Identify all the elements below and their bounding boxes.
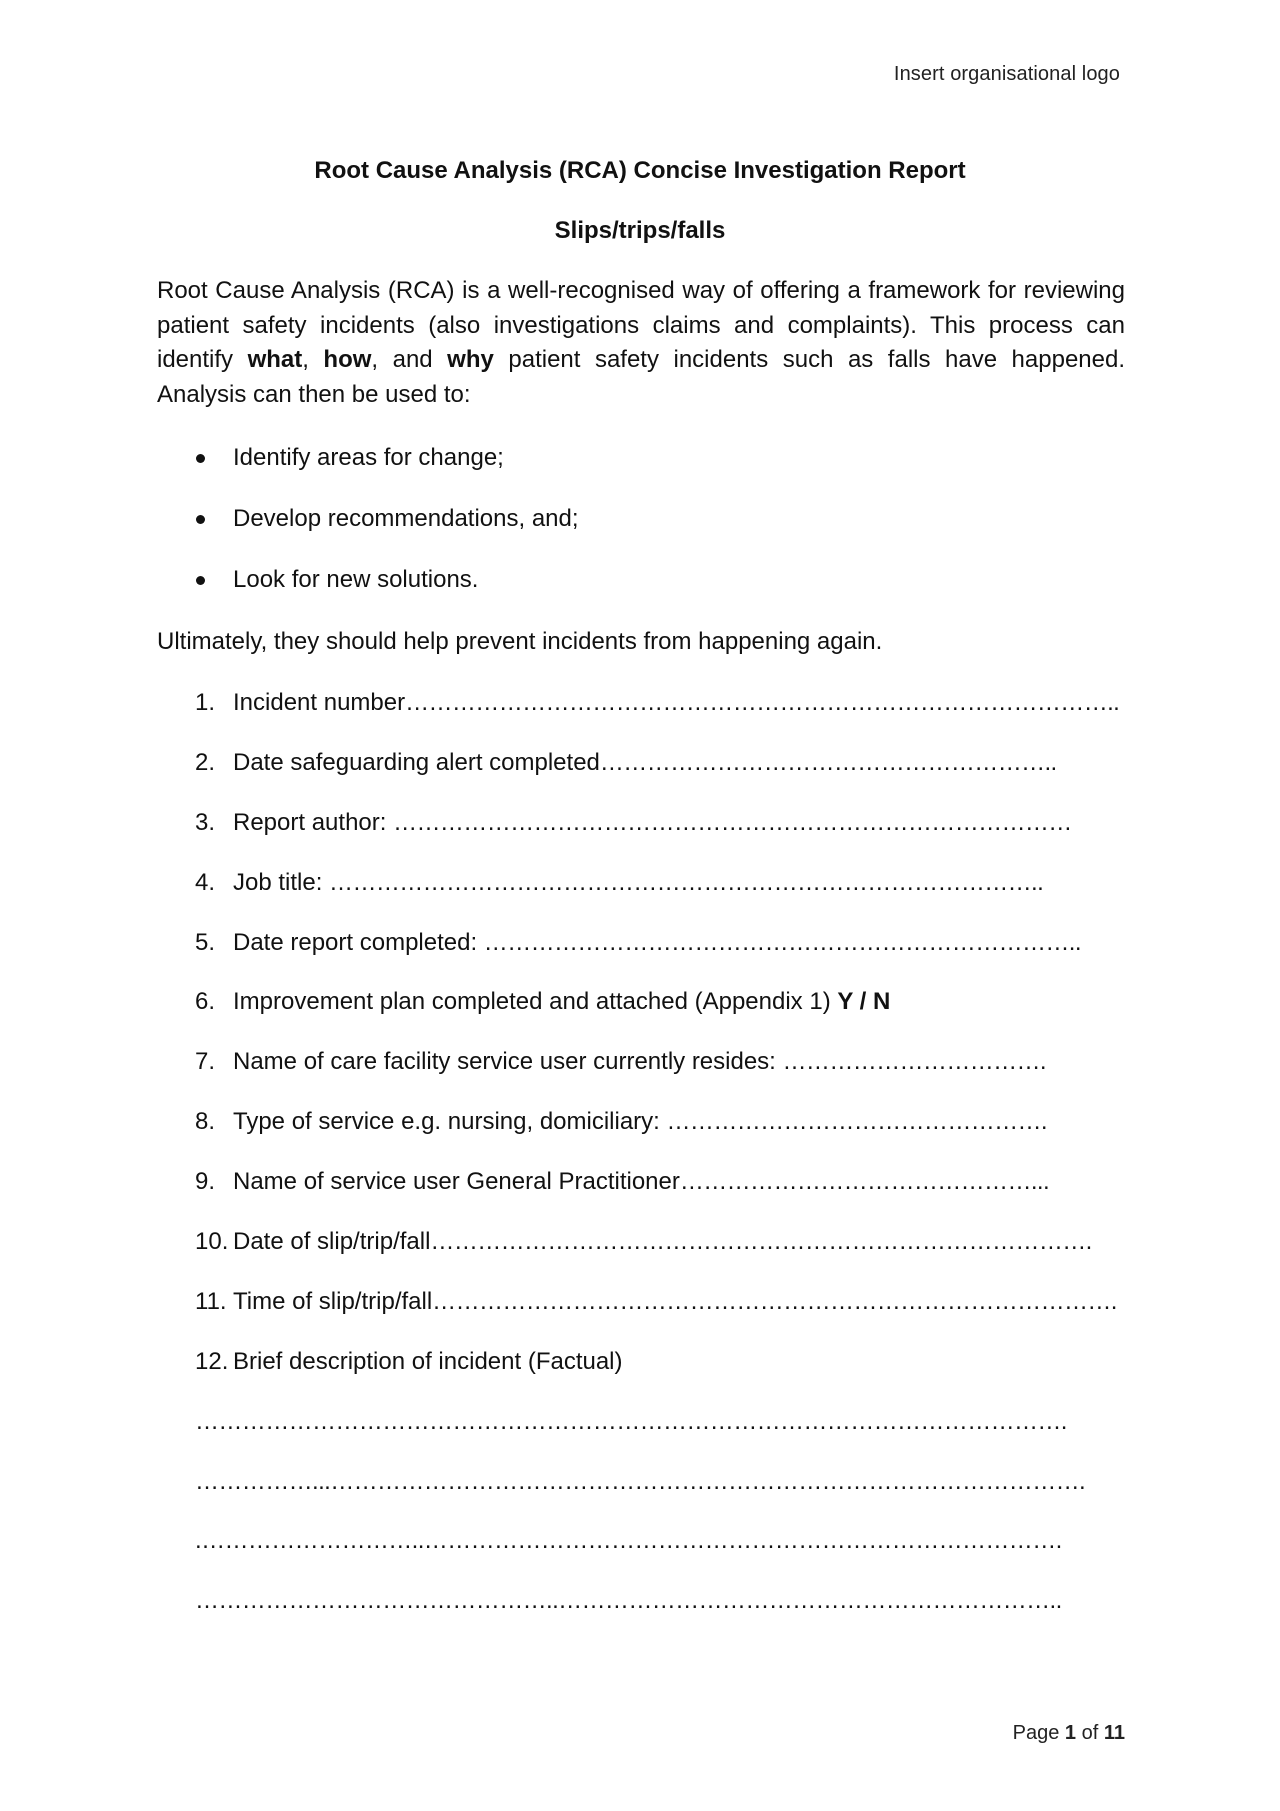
intro-bold-why: why	[447, 346, 494, 373]
intro-text-part2: patient safety incidents such as falls have happened. Analysis can then be used to:	[157, 346, 1126, 408]
form-field-date-report-completed[interactable]	[157, 928, 1137, 988]
field-fill-line[interactable]: ………………………………………...	[679, 1168, 1050, 1196]
form-field-service-type[interactable]	[157, 1107, 1137, 1167]
closing-sentence: Ultimately, they should help prevent incidents from happening again.	[157, 628, 883, 655]
field-label: Name of care facility service user currently resides:	[233, 1048, 783, 1076]
field-fill-line[interactable]: …………………………………………………..	[599, 748, 1057, 776]
intro-text-part1: Root Cause Analysis (RCA) is a well-recognised way of offering a framework for reviewing patient safety incidents (also investigations claims and complaints). This process can identify	[157, 277, 1125, 373]
field-number: 11.	[195, 1287, 227, 1315]
bullet-item	[157, 443, 1125, 504]
form-field-improvement-plan[interactable]	[157, 987, 1137, 1047]
incident-description-lines	[195, 1407, 1135, 1645]
field-fill-line[interactable]: ……………………………………………………………………………	[393, 808, 1072, 836]
field-label: Date safeguarding alert completed	[233, 748, 600, 776]
form-field-date-safeguarding-alert[interactable]	[157, 748, 1137, 808]
yes-no-choice[interactable]: Y / N	[837, 988, 891, 1016]
page-number-footer	[1013, 1722, 1125, 1745]
bullet-text: Identify areas for change;	[233, 444, 504, 471]
bullet-text: Look for new solutions.	[233, 566, 479, 593]
field-number: 10.	[195, 1228, 229, 1256]
intro-bold-how: how	[323, 346, 372, 373]
field-number: 7.	[195, 1048, 216, 1076]
form-field-job-title[interactable]	[157, 868, 1137, 928]
form-field-incident-description	[157, 1347, 1137, 1407]
form-field-incident-number[interactable]	[157, 688, 1137, 748]
intro-bold-what: what	[247, 346, 303, 373]
field-number: 2.	[195, 748, 216, 776]
field-number: 9.	[195, 1168, 216, 1196]
description-fill-line[interactable]: ………………………………………………………………………………………………….	[195, 1408, 1067, 1435]
field-label: Time of slip/trip/fall	[233, 1287, 433, 1315]
bullet-item	[157, 565, 1125, 626]
form-field-report-author[interactable]	[157, 808, 1137, 868]
field-number: 4.	[195, 868, 216, 896]
document-title: Root Cause Analysis (RCA) Concise Investigation Report	[314, 157, 966, 184]
field-label: Incident number	[233, 689, 406, 716]
field-number: 6.	[195, 988, 216, 1016]
field-label: Job title:	[233, 868, 330, 896]
document-subtitle: Slips/trips/falls	[554, 217, 726, 244]
field-fill-line[interactable]: ………………………………………………………………………………..	[405, 689, 1120, 716]
field-label: Type of service e.g. nursing, domiciliary:	[233, 1108, 667, 1136]
bullet-item	[157, 504, 1125, 565]
field-fill-line[interactable]: ………………………………………………………………………………..	[329, 868, 1044, 896]
intro-sep2: , and	[371, 346, 448, 373]
field-fill-line[interactable]: …………………………………………………………………………….	[432, 1287, 1117, 1315]
report-form-fields	[157, 688, 1137, 1407]
field-fill-line[interactable]: …………………………….	[782, 1048, 1046, 1076]
description-fill-line[interactable]: ……………...…………………………………………………………………………………….	[195, 1467, 1086, 1495]
field-fill-line[interactable]: ………………………………………………………………………….	[430, 1228, 1092, 1256]
field-number: 1.	[195, 689, 216, 716]
field-number: 12.	[195, 1347, 229, 1375]
field-label: Improvement plan completed and attached (Appendix 1)	[233, 988, 838, 1016]
page-current: 1	[1064, 1722, 1077, 1744]
form-field-care-facility[interactable]	[157, 1047, 1137, 1107]
description-fill-line[interactable]: .………………………..……………………………………………………………………….	[195, 1527, 1062, 1554]
field-number: 3.	[195, 808, 216, 836]
intro-paragraph	[157, 274, 1125, 412]
form-field-date-of-fall[interactable]	[157, 1227, 1137, 1287]
bullet-text: Develop recommendations, and;	[233, 505, 579, 532]
form-field-time-of-fall[interactable]	[157, 1287, 1137, 1347]
form-field-general-practitioner[interactable]	[157, 1167, 1137, 1227]
page-total: 11	[1103, 1722, 1125, 1744]
field-label: Brief description of incident (Factual)	[233, 1347, 623, 1375]
bullet-dot-icon	[196, 454, 205, 463]
page-of: of	[1076, 1722, 1104, 1744]
field-fill-line[interactable]: ………………………………………….	[666, 1108, 1047, 1136]
bullet-dot-icon	[196, 576, 205, 585]
field-fill-line[interactable]: …………………………………………………………………..	[483, 928, 1081, 956]
analysis-uses-list	[157, 443, 1125, 626]
field-label: Date report completed:	[233, 928, 484, 956]
field-label: Name of service user General Practitioner	[233, 1168, 680, 1196]
bullet-dot-icon	[196, 515, 205, 524]
field-number: 5.	[195, 928, 216, 956]
description-fill-line[interactable]: ………………………………………..………………………………………………………..	[195, 1586, 1062, 1614]
organisational-logo-placeholder: Insert organisational logo	[893, 63, 1120, 85]
field-label: Date of slip/trip/fall	[233, 1228, 431, 1256]
field-number: 8.	[195, 1108, 216, 1136]
page-label: Page	[1012, 1722, 1065, 1744]
field-label: Report author:	[233, 808, 394, 836]
intro-sep1: ,	[302, 346, 324, 373]
